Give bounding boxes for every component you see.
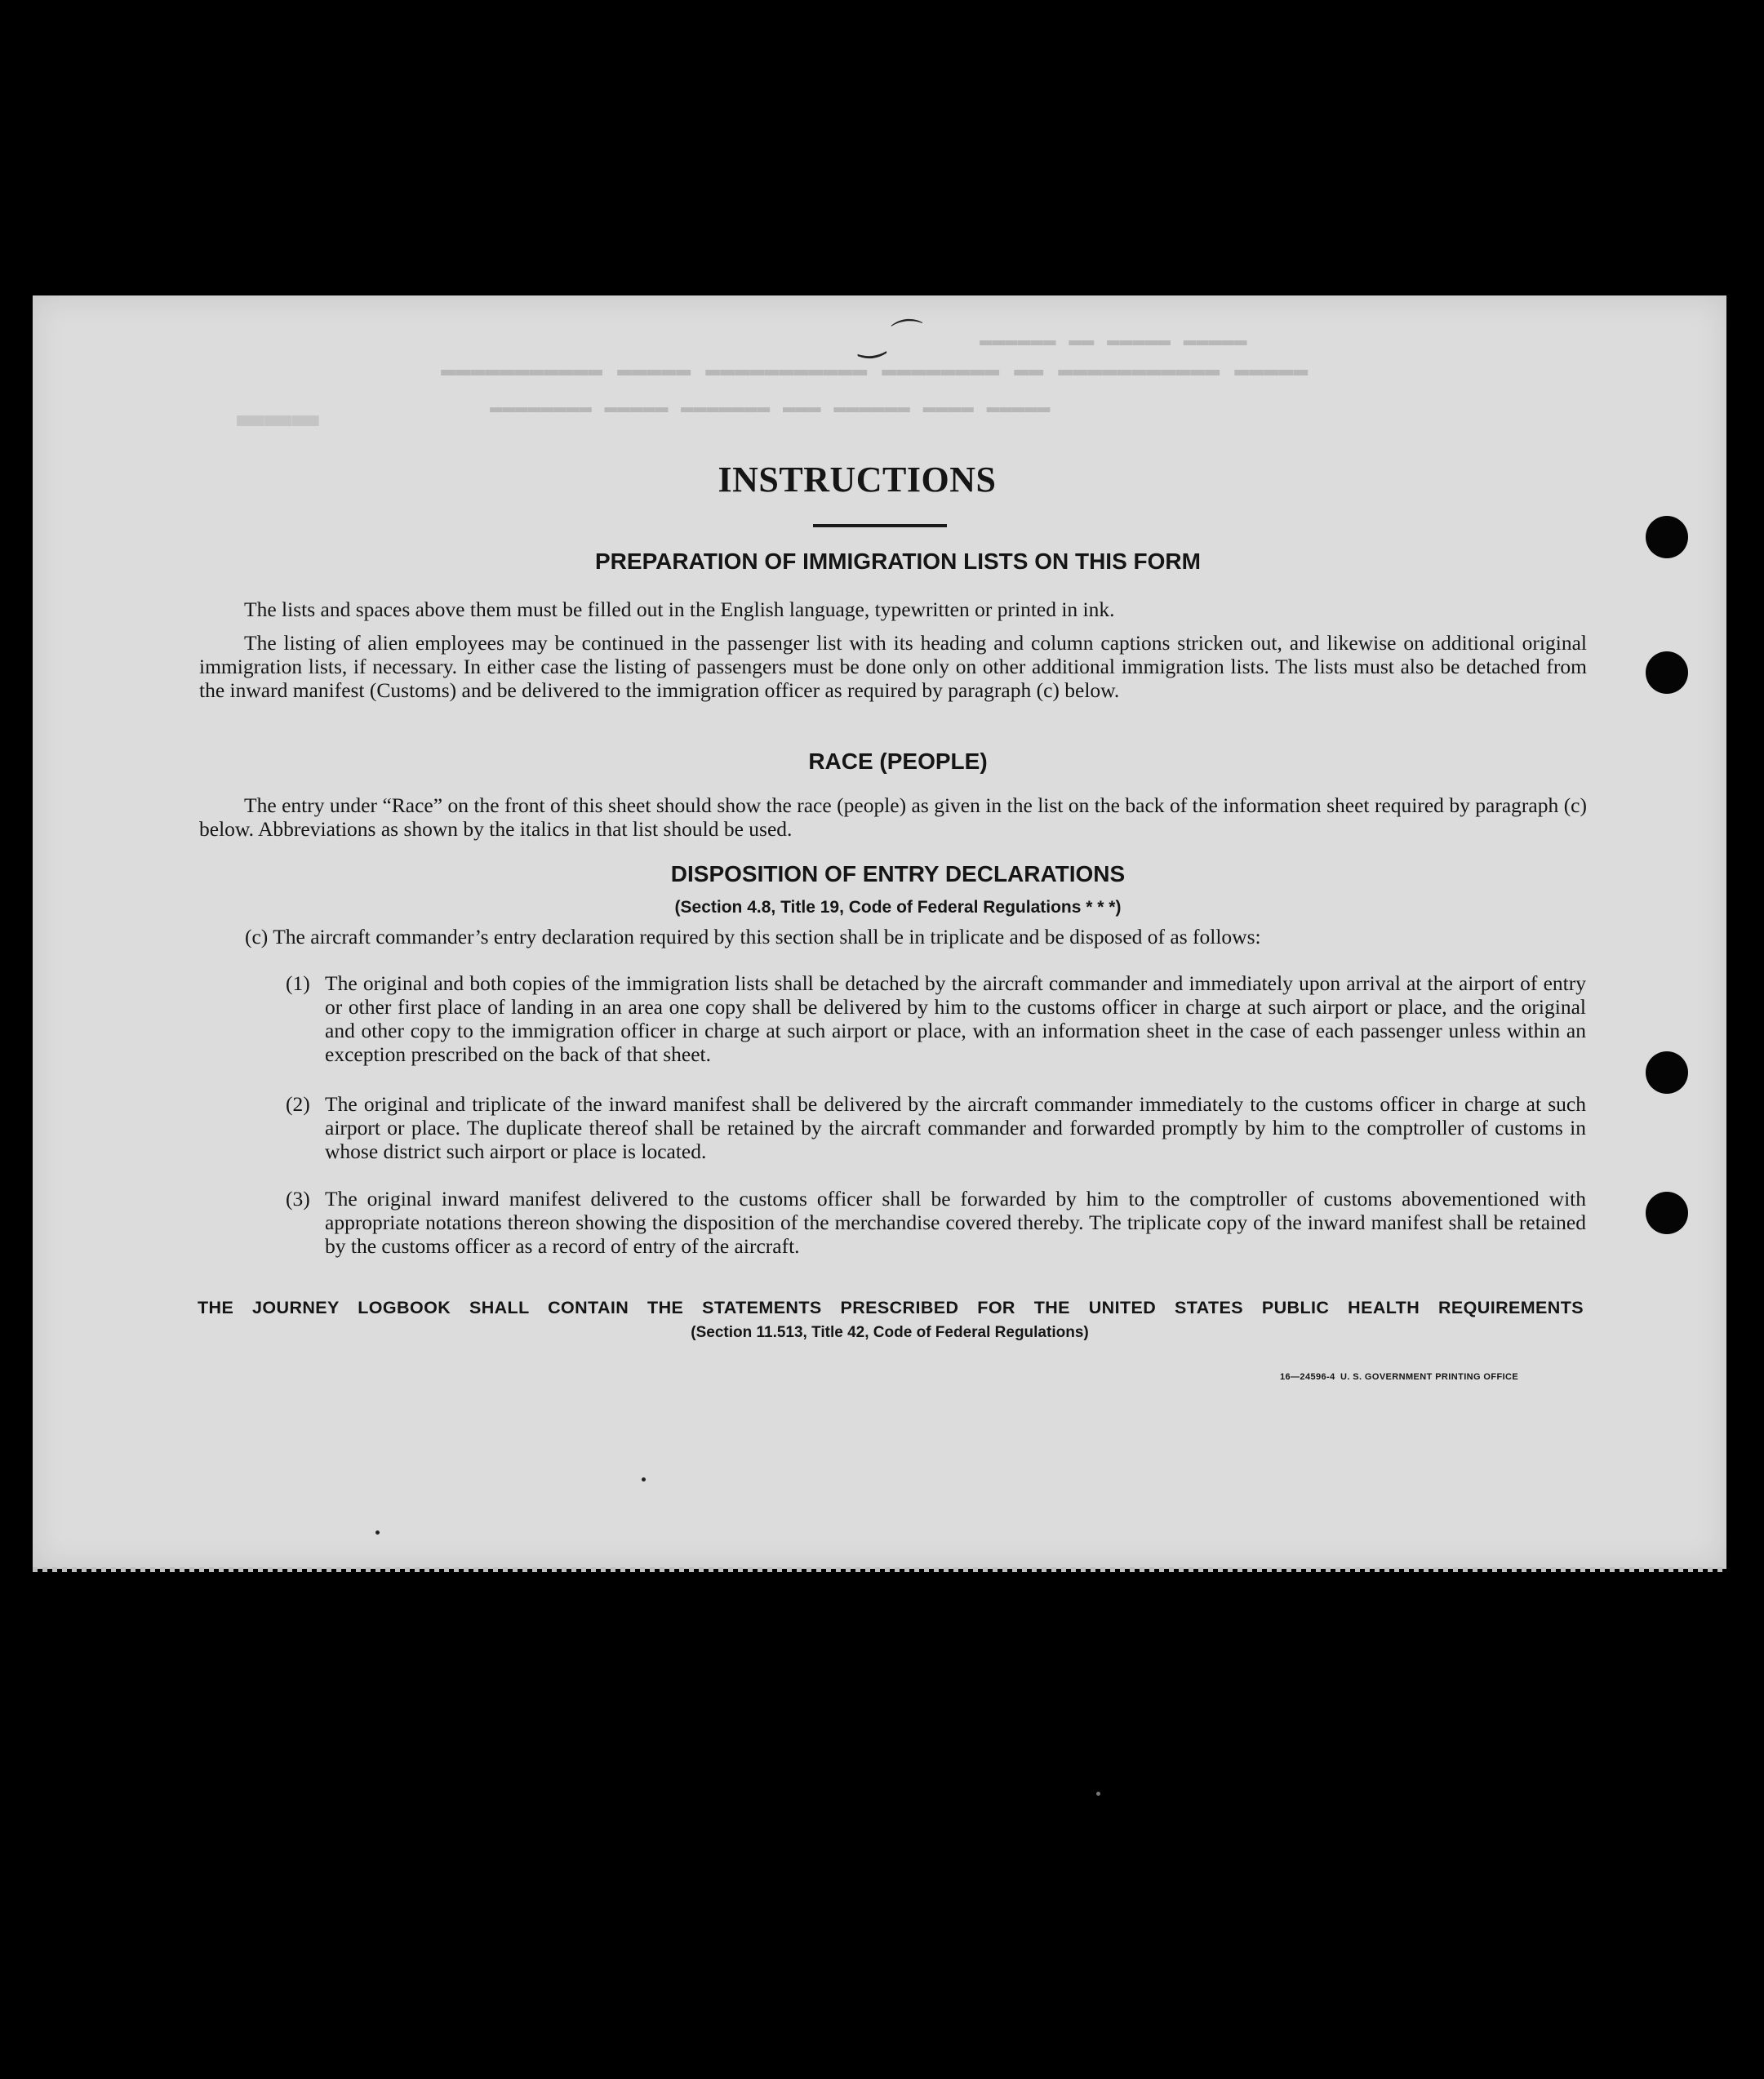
disposition-item-3 [286, 1187, 1586, 1258]
preparation-paragraph-1: The lists and spaces above them must be filled out in the English language, typewritten or printed in ink. [244, 597, 1115, 621]
preparation-paragraph-2: The listing of alien employees may be continued in the passenger list with its heading and column captions stricken out, and likewise on additional original immigration lists, if necessary. In either case the listing of passengers must be done only on other additional immigration lists. The lists must also be detached from the inward manifest (Customs) and be delivered to the immigration officer as required by paragraph (c) below. [199, 631, 1587, 702]
item-number: (1) [286, 971, 310, 995]
item-number: (3) [286, 1187, 310, 1211]
punch-hole-3 [1646, 1051, 1688, 1094]
pen-mark: ‿ ⌒ [855, 315, 926, 360]
bleed-through-header: ▬▬▬▬▬ ▬▬▬▬▬ ▬▬ ▬▬▬▬▬▬ [980, 328, 1247, 353]
punch-hole-4 [1646, 1192, 1688, 1234]
bleed-through-line: ▬▬▬▬▬ ▬▬▬▬ ▬▬▬▬▬▬ ▬▬▬ ▬▬▬▬▬▬▬ ▬▬▬▬▬ ▬▬▬▬▬▬▬▬ [490, 395, 1051, 420]
speck [1096, 1792, 1100, 1796]
disposition-item-2 [286, 1092, 1586, 1163]
disposition-intro: (c) The aircraft commander’s entry declaration required by this section shall be in triplicate and be disposed of as follows: [245, 925, 1261, 948]
disposition-citation: (Section 4.8, Title 19, Code of Federal Regulations * * *) [674, 898, 1122, 917]
printer-imprint: U. S. GOVERNMENT PRINTING OFFICE [1340, 1372, 1519, 1382]
speck [642, 1477, 646, 1482]
print-code: 16—24596-4 [1280, 1372, 1335, 1382]
title-underline [813, 524, 947, 527]
section-heading-race: RACE (PEOPLE) [808, 749, 988, 774]
speck [375, 1530, 380, 1535]
punch-hole-1 [1646, 516, 1688, 558]
item-text: The original inward manifest delivered to the customs officer shall be forwarded by him to the comptroller of customs abovementioned with appropriate notations thereon showing the disposition of the merchandise covered thereby. The triplicate copy of the inward manifest shall be retained by the customs officer as a record of entry of the aircraft. [325, 1187, 1586, 1258]
section-heading-disposition: DISPOSITION OF ENTRY DECLARATIONS [670, 861, 1126, 886]
bleed-through-number: ▬▬▬ [237, 389, 319, 442]
page-title: INSTRUCTIONS [718, 460, 997, 500]
bleed-through-title: ▬▬▬▬▬ ▬▬▬▬▬▬▬▬▬▬▬ ▬▬ ▬▬▬▬▬▬▬▬ ▬▬▬▬▬▬▬▬▬▬▬ ▬▬▬▬▬ ▬▬▬▬▬▬▬▬▬▬▬ [441, 357, 1309, 384]
footer-health-requirements: THE JOURNEY LOGBOOK SHALL CONTAIN THE STATEMENTS PRESCRIBED FOR THE UNITED STATES PUBLIC HEALTH REQUIREMENTS [198, 1298, 1584, 1317]
item-text: The original and both copies of the immigration lists shall be detached by the aircraft commander and immediately upon arrival at the airport of entry or other first place of landing in an area one copy shall be delivered by him to the customs officer in charge at such airport or place, and the original and other copy to the immigration officer in charge at such airport or place, with an information sheet in the case of each passenger unless within an exception prescribed on the back of that sheet. [325, 971, 1586, 1066]
item-number: (2) [286, 1092, 310, 1116]
punch-hole-2 [1646, 651, 1688, 694]
section-heading-preparation: PREPARATION OF IMMIGRATION LISTS ON THIS FORM [595, 549, 1201, 574]
footer-citation: (Section 11.513, Title 42, Code of Federal Regulations) [691, 1324, 1089, 1341]
race-paragraph: The entry under “Race” on the front of this sheet should show the race (people) as given in the list on the back of the information sheet required by paragraph (c) below. Abbreviations as shown by the italics in that list should be used. [199, 793, 1587, 841]
disposition-item-1 [286, 971, 1586, 1066]
item-text: The original and triplicate of the inward manifest shall be delivered by the aircraft commander immediately to the customs officer in charge at such airport or place. The duplicate thereof shall be retained by the aircraft commander and forwarded promptly by him to the comptroller of customs in whose district such airport or place is located. [325, 1092, 1586, 1163]
